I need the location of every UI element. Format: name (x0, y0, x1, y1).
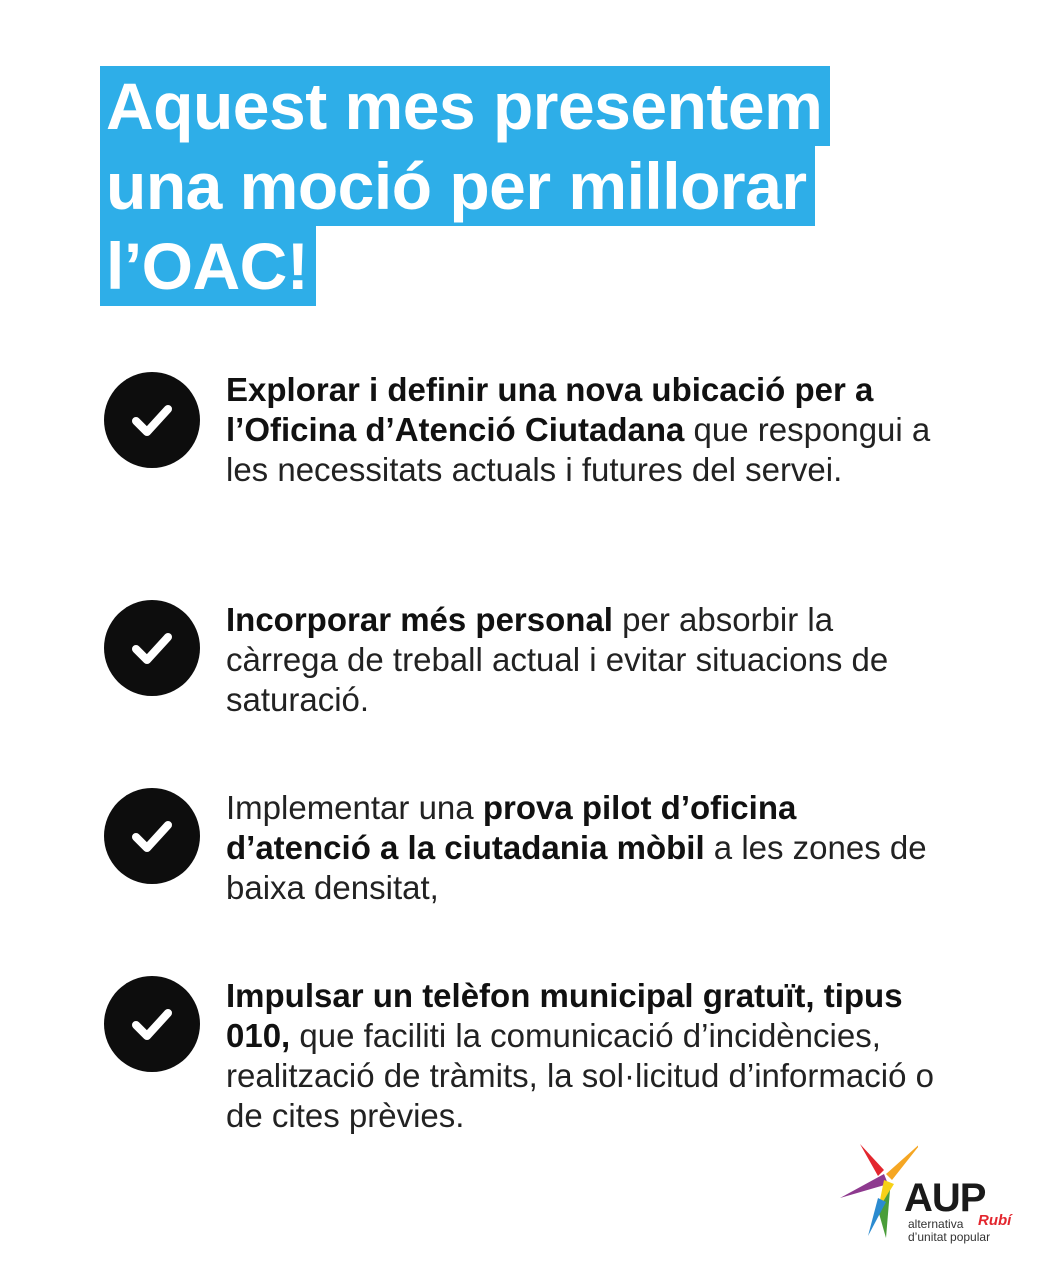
proposal-rest-2: per absorbir la càrrega de treball actual i evitar situacions de saturació. (226, 601, 889, 718)
proposal-text-1 (226, 370, 946, 490)
check-circle-icon (104, 788, 200, 884)
proposal-bold-4: Impulsar un telèfon municipal gratuït, tipus 010, (226, 977, 903, 1054)
proposal-rest-4: que faciliti la comunicació d’incidències, realització de tràmits, la sol·licitud d’informació o de cites prèvies. (226, 1017, 934, 1134)
proposal-text-4 (226, 976, 946, 1136)
check-circle-icon (104, 372, 200, 468)
proposal-text-2 (226, 600, 946, 720)
aup-logo-city: Rubí (978, 1212, 1012, 1229)
check-circle-icon (104, 976, 200, 1072)
proposal-bold-2: Incorporar més personal (226, 601, 613, 638)
proposal-rest-1: que respongui a les necessitats actuals i futures del servei. (226, 411, 931, 488)
proposal-bold-3: prova pilot d’oficina d’atenció a la ciutadania mòbil (226, 789, 797, 866)
check-circle-icon (104, 600, 200, 696)
proposal-pre-3: Implementar una (226, 789, 483, 826)
proposal-rest-3: a les zones de baixa densitat, (226, 829, 927, 906)
proposal-bold-1: Explorar i definir una nova ubicació per a l’Oficina d’Atenció Ciutadana (226, 371, 874, 448)
proposal-text-3 (226, 788, 946, 908)
headline-line-2: una moció per millorar (100, 146, 815, 226)
headline-line-1: Aquest mes presentem (100, 66, 830, 146)
headline-line-3: l’OAC! (100, 226, 316, 306)
aup-logo-line2: d’unitat popular (908, 1230, 991, 1244)
aup-logo-name: AUP (904, 1176, 986, 1220)
headline (100, 66, 900, 306)
aup-logo-line1: alternativa (908, 1217, 964, 1231)
aup-logo (838, 1140, 1018, 1250)
